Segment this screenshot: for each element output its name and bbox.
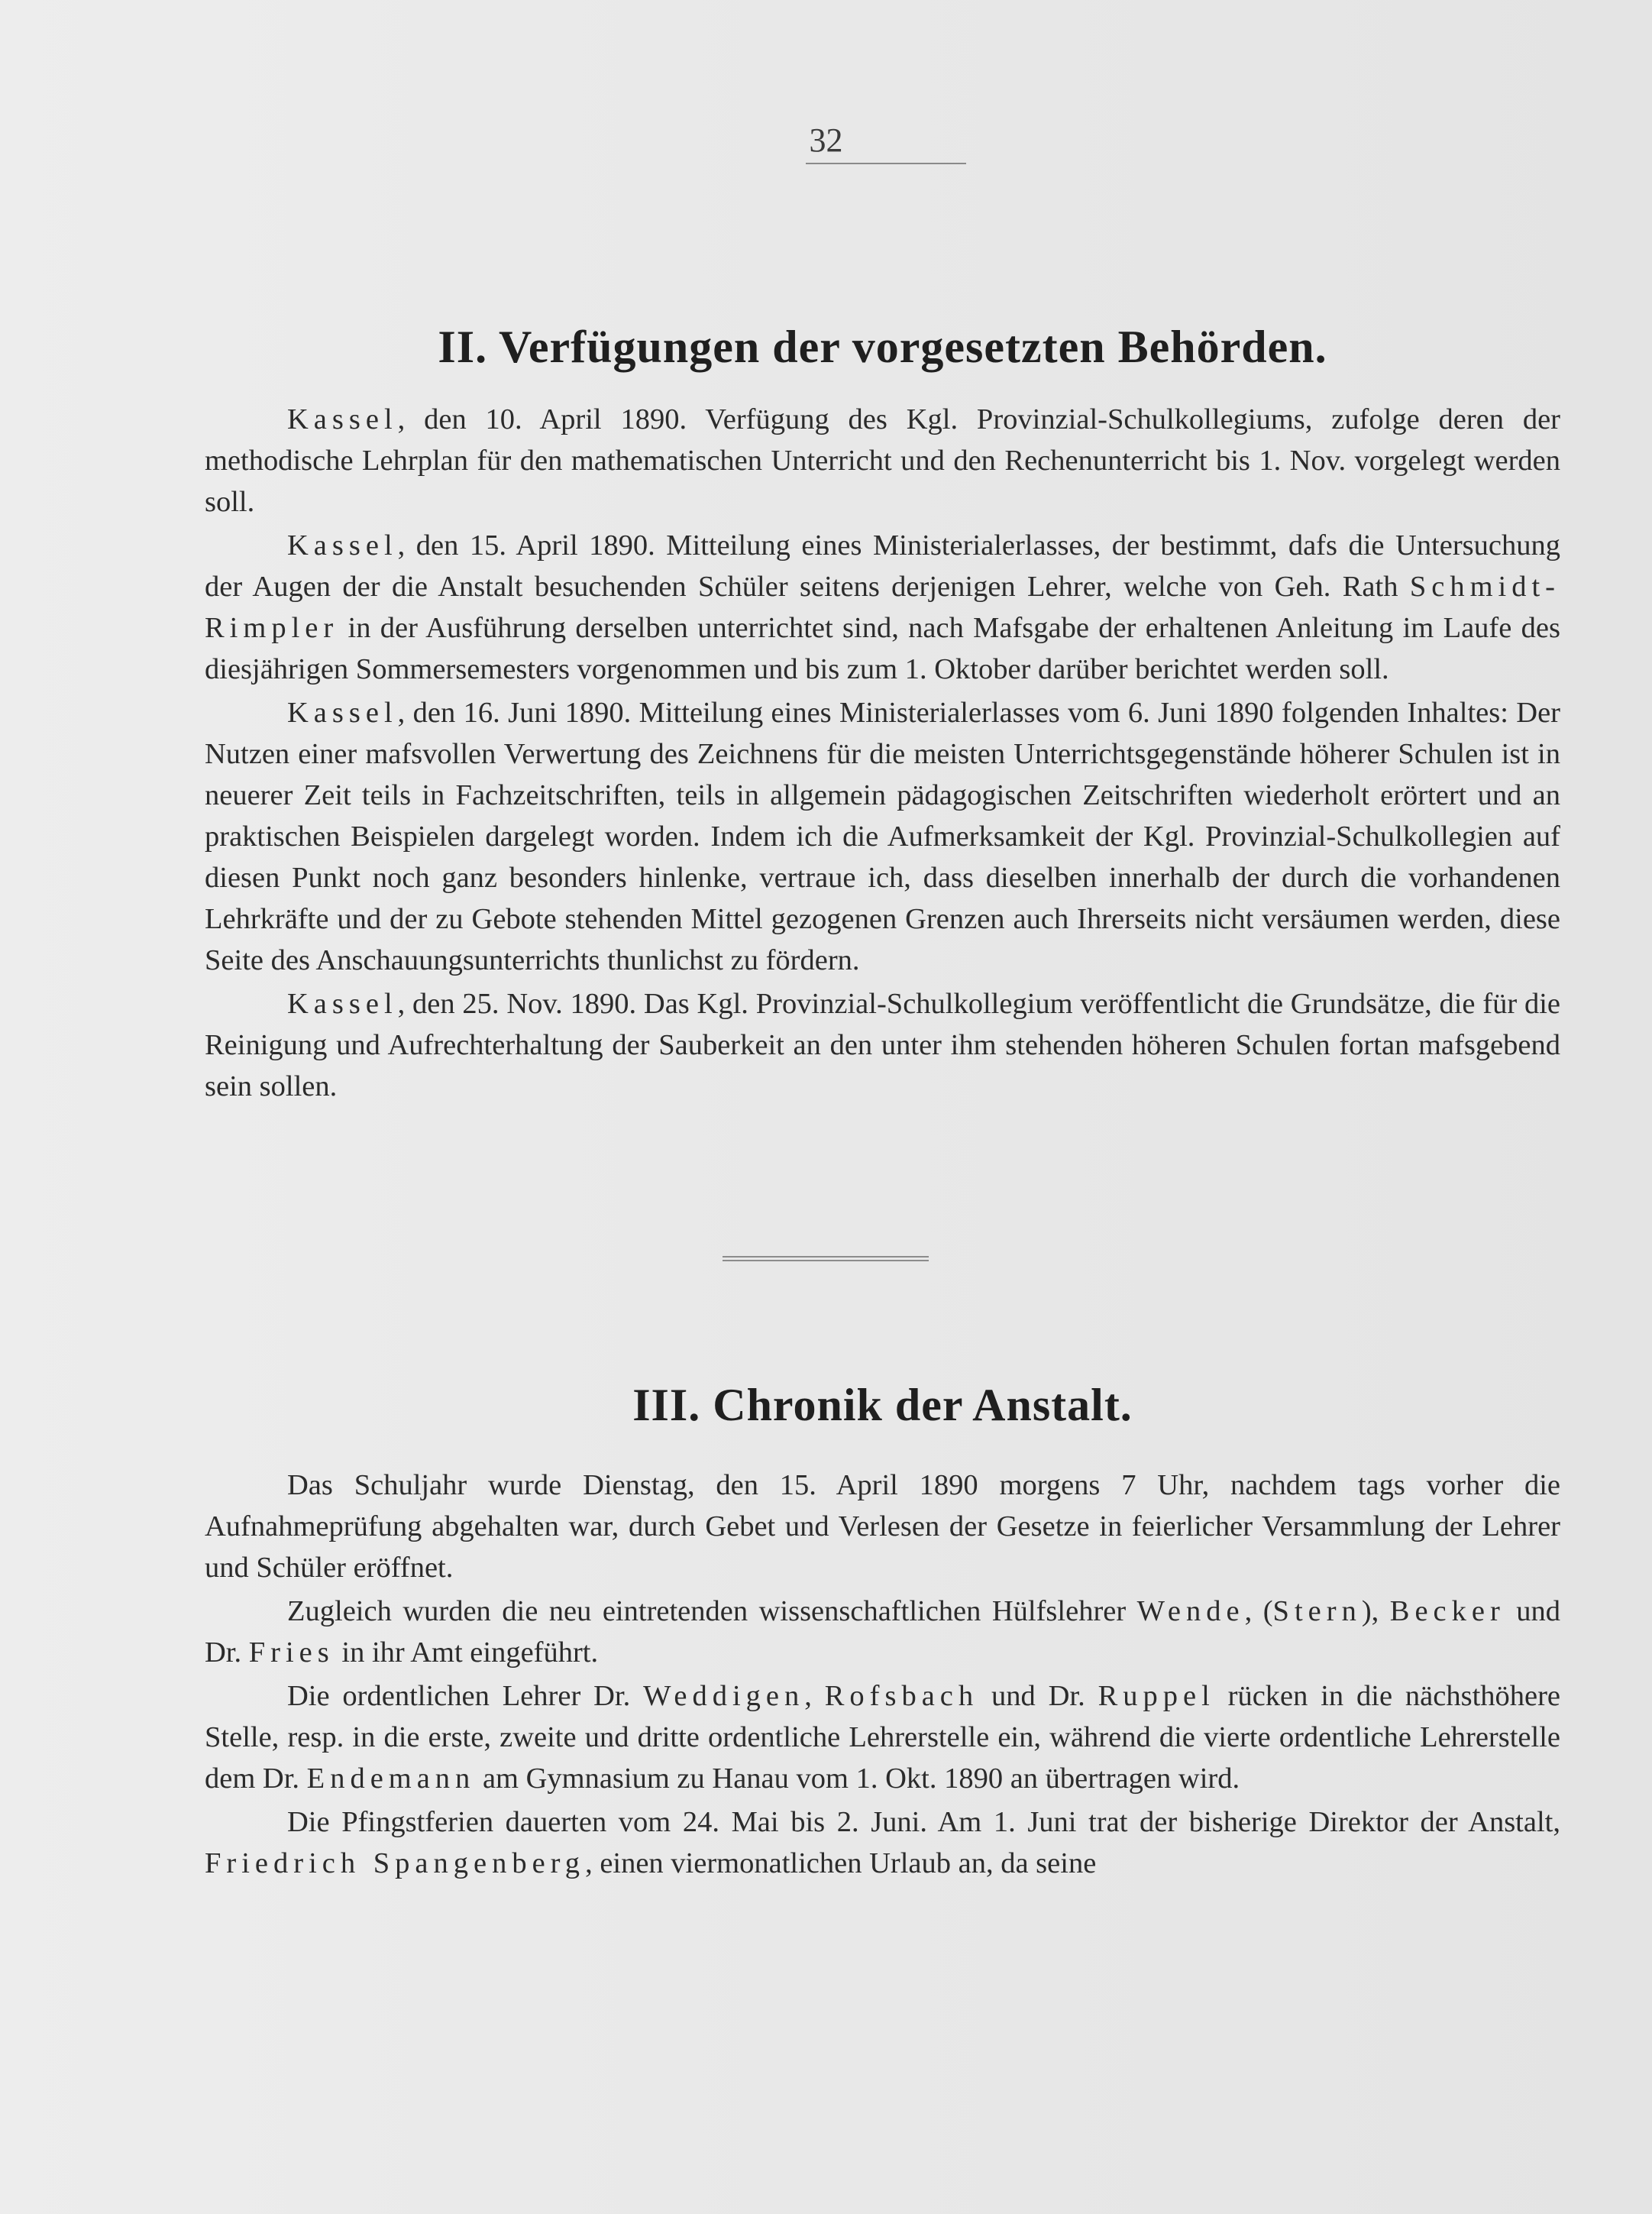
paragraph-decree-3: [205, 692, 1560, 981]
person-name: Friedrich Spangenberg: [205, 1847, 586, 1879]
paragraph-text: Die Pfingstferien dauerten vom 24. Mai bis 2. Juni. Am 1. Juni trat der bisherige Direktor der Anstalt,: [287, 1806, 1560, 1838]
paragraph-text: rücken in die nächsthöhere Stelle, resp. in die erste, zweite und dritte ordentliche Lehrerstelle ein, während die vierte ordentliche Lehrerstelle dem Dr.: [205, 1680, 1561, 1795]
paragraph-text: in der Ausführung derselben unterrichtet sind, nach Mafsgabe der erhaltenen Anleitung im Laufe des diesjährigen Sommersemesters vorgenommen und bis zum 1. Oktober darüber berichtet werden soll.: [205, 612, 1560, 685]
section-verfuegungen: [205, 321, 1560, 1109]
paragraph-text: ),: [1361, 1595, 1390, 1627]
paragraph-text: , den 25. Nov. 1890. Das Kgl. Provinzial-Schulkollegium veröffentlicht die Grundsätze, die für die Reinigung und Aufrechterhaltung der Sauberkeit an den unter ihm stehenden höheren Schulen fortan mafsgebend sein sollen.: [205, 988, 1560, 1102]
paragraph-text: und Dr.: [978, 1680, 1098, 1712]
person-name: Becker: [1389, 1595, 1505, 1627]
paragraph-text: am Gymnasium zu Hanau vom 1. Okt. 1890 an übertragen wird.: [475, 1762, 1240, 1795]
paragraph-chronik-3: [205, 1675, 1560, 1799]
paragraph-text: , den 10. April 1890. Verfügung des Kgl. Provinzial-Schulkollegiums, zufolge deren der methodische Lehrplan für den mathematischen Unterricht und den Rechenunterricht bis 1. Nov. vorgelegt werden soll.: [205, 403, 1560, 518]
paragraph-chronik-4: [205, 1801, 1560, 1884]
person-name: Endemann: [306, 1762, 476, 1795]
paragraph-text: , den 15. April 1890. Mitteilung eines Ministerialerlasses, der bestimmt, dafs die Untersuchung der Augen der die Anstalt besuchenden Schüler seitens derjenigen Lehrer, welche von Geh. Rath: [205, 529, 1560, 603]
place-name: Kassel: [287, 697, 398, 729]
section-chronik: [205, 1379, 1560, 1886]
page-number-rule: [806, 163, 966, 164]
place-name: Kassel: [287, 529, 398, 562]
person-name: Rofsbach: [824, 1680, 979, 1712]
page-number: 32: [809, 121, 843, 159]
place-name: Kassel: [287, 403, 398, 435]
paragraph-decree-1: [205, 399, 1560, 523]
section-heading-verfuegungen: II. Verfügungen der vorgesetzten Behörden.: [438, 322, 1327, 372]
paragraph-decree-2: [205, 525, 1560, 690]
paragraph-text: , (: [1244, 1595, 1273, 1627]
paragraph-text: , einen viermonatlichen Urlaub an, da seine: [585, 1847, 1097, 1879]
place-name: Kassel: [287, 988, 398, 1020]
paragraph-decree-4: [205, 983, 1560, 1107]
person-name: Weddigen: [643, 1680, 805, 1712]
paragraph-text: in ihr Amt eingeführt.: [334, 1636, 599, 1669]
person-name: Wende: [1136, 1595, 1245, 1627]
person-name: Fries: [248, 1636, 335, 1669]
paragraph-text: und Dr.: [205, 1595, 1561, 1669]
person-name: Stern: [1272, 1595, 1362, 1627]
person-name: Ruppel: [1098, 1680, 1215, 1712]
section-heading-chronik: III. Chronik der Anstalt.: [632, 1380, 1133, 1430]
paragraph-chronik-2: [205, 1591, 1560, 1673]
paragraph-text: Zugleich wurden die neu eintretenden wissenschaftlichen Hülfslehrer: [287, 1595, 1137, 1627]
paragraph-text: ,: [804, 1680, 825, 1712]
paragraph-text: , den 16. Juni 1890. Mitteilung eines Ministerialerlasses vom 6. Juni 1890 folgenden Inhaltes: Der Nutzen einer mafsvollen Verwertung des Zeichnens für die meisten Unterrichtsgegenstände höherer Schulen ist in neuerer Zeit teils in Fachzeitschriften, teils in allgemein pädagogischen Zeitschriften wiederholt erörtert und an praktischen Beispielen dargelegt worden. Indem ich die Aufmerksamkeit der Kgl. Provinzial-Schulkollegien auf diesen Punkt noch ganz besonders hinlenke, vertraue ich, dass dieselben innerhalb der durch die vorhandenen Lehrkräfte und der zu Gebote stehenden Mittel gezogenen Grenzen auch Ihrerseits nicht versäumen werden, diese Seite des Anschauungsunterrichts thunlichst zu fördern.: [205, 697, 1560, 976]
section-divider: [723, 1256, 929, 1261]
paragraph-chronik-1: Das Schuljahr wurde Dienstag, den 15. April 1890 morgens 7 Uhr, nachdem tags vorher die Aufnahmeprüfung abgehalten war, durch Gebet und Verlesen der Gesetze in feierlicher Versammlung der Lehrer und Schüler eröffnet.: [205, 1469, 1560, 1584]
person-name: Schmidt-Rimpler: [205, 571, 1560, 644]
paragraph-text: Die ordentlichen Lehrer Dr.: [287, 1680, 644, 1712]
